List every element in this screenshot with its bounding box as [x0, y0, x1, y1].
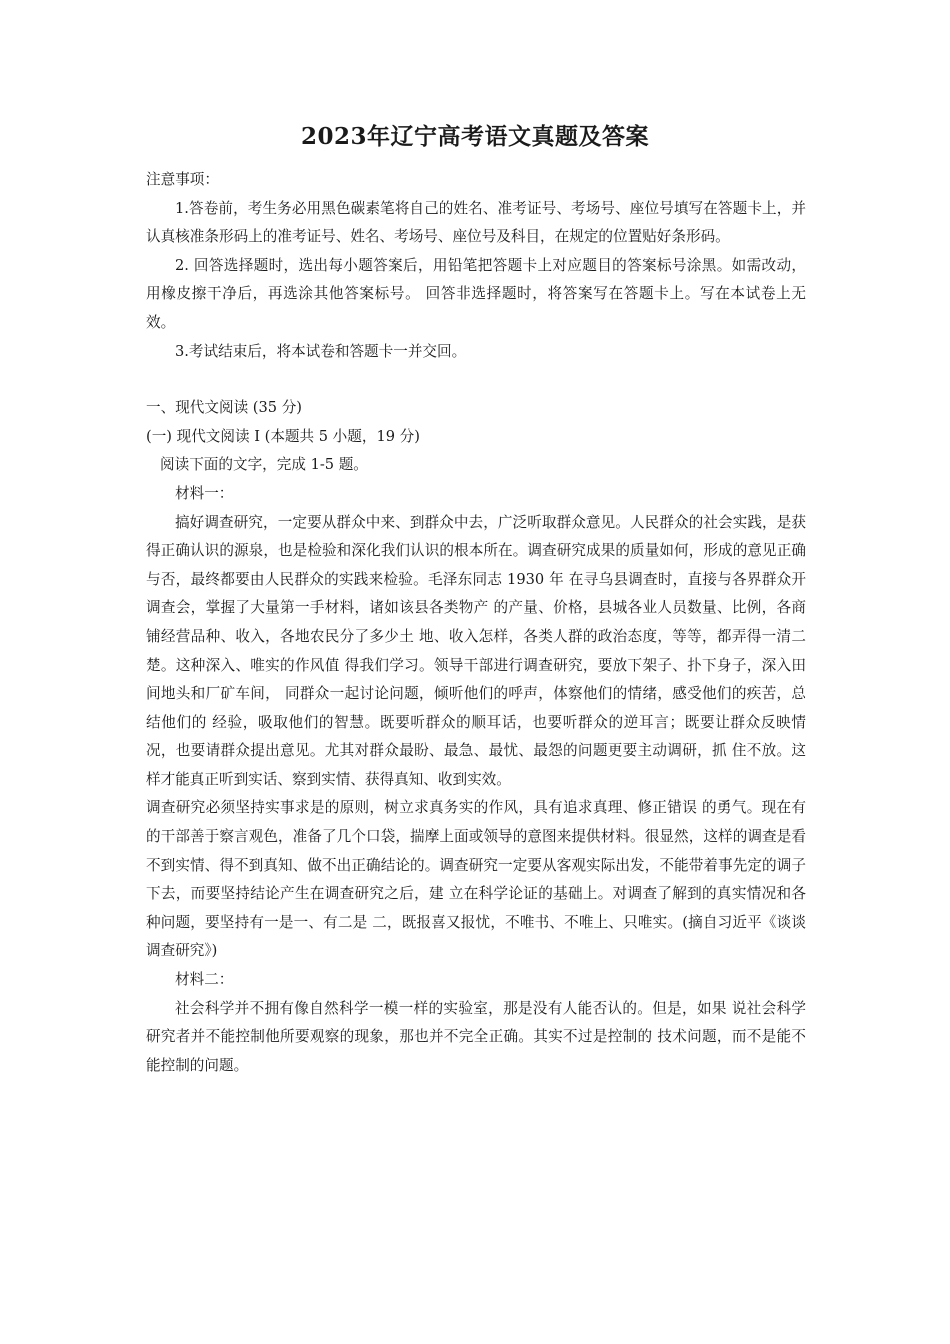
material-2-paragraph-1: 社会科学并不拥有像自然科学一模一样的实验室，那是没有人能否认的。但是，如果 说社会科学研究者并不能控制他所要观察的现象，那也并不完全正确。其实不过是控制的 技术问题，而不是能不能控制的问题。 — [146, 999, 806, 1074]
notice-heading: 注意事项： — [146, 171, 219, 188]
reading-instruction: 阅读下面的文字，完成 1-5 题。 — [160, 456, 368, 474]
notice-item-1: 1.答卷前，考生务必用黑色碳素笔将自己的姓名、准考证号、考场号、座位号填写在答题卡上，并认真核准条形码上的准考证号、姓名、考场号、座位号及科目，在规定的位置贴好条形码。 — [146, 199, 806, 246]
material-1-paragraph-1: 搞好调查研究，一定要从群众中来、到群众中去，广泛听取群众意见。人民群众的社会实践，是获得正确认识的源泉，也是检验和深化我们认识的根本所在。调查研究成果的质量如何，形成的意见正确与否，最终都要由人民群众的实践来检验。毛泽东同志 1930 年 在寻乌县调查时，直接与各界群众开调查会，掌握了大量第一手材料，诸如该县各类物产 的产量、价格，县城各业人员数量、比例，各商铺经营品种、收入，各地农民分了多少土 地、收入怎样，各类人群的政治态度，等等，都弄得一清二楚。这种深入、唯实的作风值 得我们学习。领导干部进行调查研究，要放下架子、扑下身子，深入田间地头和厂矿车间， 同群众一起讨论问题，倾听他们的呼声，体察他们的情绪，感受他们的疾苦，总结他们的 经验，吸取他们的智慧。既要听群众的顺耳话，也要听群众的逆耳言；既要让群众反映情 况，也要请群众提出意见。尤其对群众最盼、最急、最忧、最怨的问题更要主动调研，抓 住不放。这样才能真正听到实话、察到实情、获得真知、收到实效。 — [146, 513, 806, 788]
section-heading: 一、现代文阅读 (35 分) — [146, 399, 302, 417]
material-2-label: 材料二： — [175, 971, 234, 989]
document-body — [146, 166, 806, 1080]
notice-item-3: 3.考试结束后，将本试卷和答题卡一并交回。 — [175, 342, 467, 360]
spacer — [146, 366, 806, 394]
material-1-label: 材料一： — [175, 484, 234, 502]
subsection-heading: (一) 现代文阅读 I (本题共 5 小题，19 分) — [146, 427, 420, 445]
page-title: 2023年辽宁高考语文真题及答案 — [300, 123, 649, 150]
material-1-paragraph-2: 调查研究必须坚持实事求是的原则，树立求真务实的作风，具有追求真理、修正错误 的勇气。现在有的干部善于察言观色，准备了几个口袋，揣摩上面或领导的意图来提供材料。很显然，这样的调查是看不到实情、得不到真知、做不出正确结论的。调查研究一定要从客观实际出发，不能带着事先定的调子下去，而要坚持结论产生在调查研究之后，建 立在科学论证的基础上。对调查了解到的真实情况和各种问题，要坚持有一是一、有二是 二，既报喜又报忧，不唯书、不唯上、只唯实。(摘自习近平《谈谈调查研究》) — [146, 799, 806, 960]
notice-item-2: 2. 回答选择题时，选出每小题答案后，用铅笔把答题卡上对应题目的答案标号涂黑。如需改动，用橡皮擦干净后，再选涂其他答案标号。 回答非选择题时，将答案写在答题卡上。写在本试卷上无效。 — [146, 256, 806, 331]
